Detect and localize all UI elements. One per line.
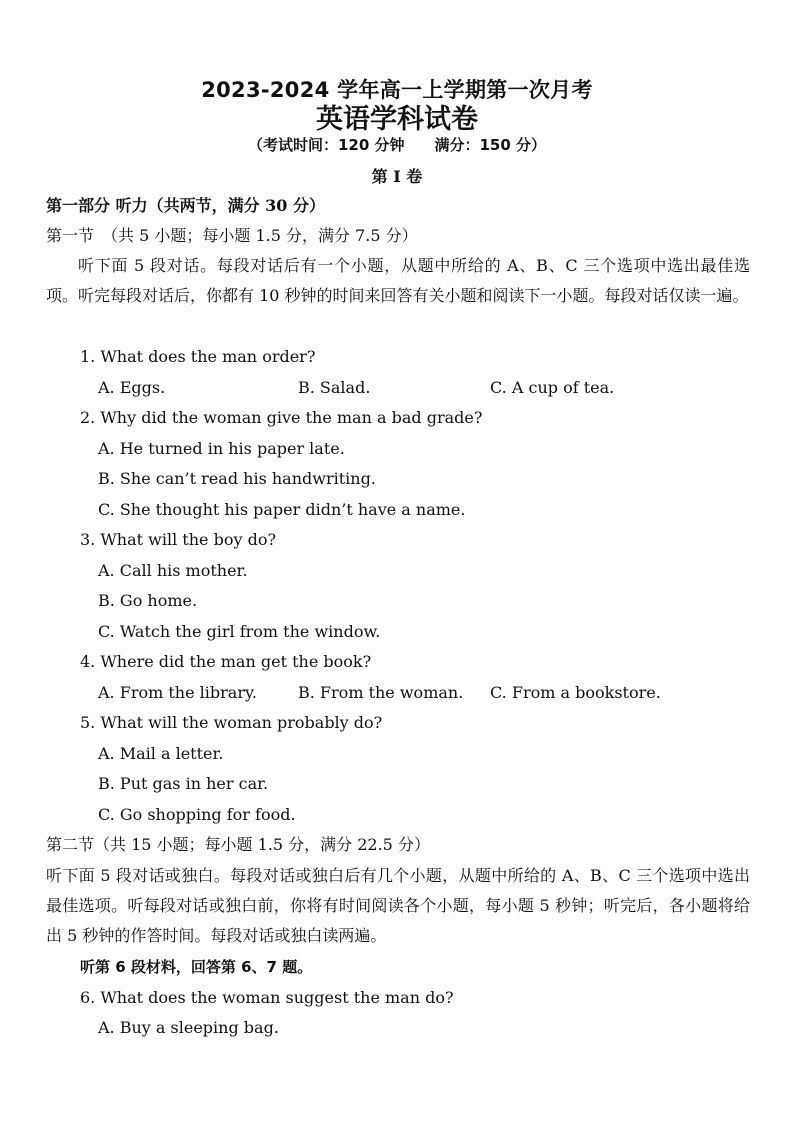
question-3: 3. What will the boy do? bbox=[80, 530, 277, 549]
q3-option-b: B. Go home. bbox=[98, 591, 198, 610]
exam-title: 2023-2024 学年高一上学期第一次月考 bbox=[201, 78, 593, 102]
q1-option-c: C. A cup of tea. bbox=[490, 378, 615, 397]
q4-option-c: C. From a bookstore. bbox=[490, 683, 661, 702]
question-4: 4. Where did the man get the book? bbox=[80, 652, 372, 671]
material-6-heading: 听第 6 段材料，回答第 6、7 题。 bbox=[80, 958, 313, 976]
subject-title: 英语学科试卷 bbox=[316, 104, 478, 135]
q4-option-b: B. From the woman. bbox=[298, 683, 464, 702]
section2-instructions: 听下面 5 段对话或独白。每段对话或独白后有几个小题，从题中所给的 A、B、C 三个选项中选出最佳选项。听每段对话或独白前，你将有时间阅读各个小题，每小题 5 秒钟；听完后，各小题将给出 5 秒钟的作答时间。每段对话或独白读两遍。 bbox=[46, 866, 750, 945]
question-2: 2. Why did the woman give the man a bad grade? bbox=[80, 408, 483, 427]
part1-heading: 第一部分 听力（共两节，满分 30 分） bbox=[46, 196, 325, 215]
q5-option-b: B. Put gas in her car. bbox=[98, 774, 269, 793]
q5-option-a: A. Mail a letter. bbox=[98, 744, 224, 763]
section1-instructions: 听下面 5 段对话。每段对话后有一个小题，从题中所给的 A、B、C 三个选项中选出最佳选项。听完每段对话后，你都有 10 秒钟的时间来回答有关小题和阅读下一小题。每段对话仅读一遍。 bbox=[46, 256, 750, 305]
question-1: 1. What does the man order? bbox=[80, 347, 316, 366]
exam-info: （考试时间：120 分钟 满分：150 分） bbox=[247, 136, 547, 154]
section2-heading: 第二节（共 15 小题；每小题 1.5 分，满分 22.5 分） bbox=[46, 835, 430, 854]
volume-label: 第 I 卷 bbox=[371, 167, 423, 186]
q2-option-b: B. She can’t read his handwriting. bbox=[98, 469, 376, 488]
q1-option-a: A. Eggs. bbox=[98, 378, 166, 397]
section1-heading: 第一节 （共 5 小题；每小题 1.5 分，满分 7.5 分） bbox=[46, 226, 418, 245]
q4-option-a: A. From the library. bbox=[98, 683, 257, 702]
question-6: 6. What does the woman suggest the man do? bbox=[80, 988, 454, 1007]
q5-option-c: C. Go shopping for food. bbox=[98, 805, 296, 824]
q2-option-a: A. He turned in his paper late. bbox=[98, 439, 345, 458]
question-5: 5. What will the woman probably do? bbox=[80, 713, 383, 732]
q1-option-b: B. Salad. bbox=[298, 378, 371, 397]
q3-option-c: C. Watch the girl from the window. bbox=[98, 622, 381, 641]
q3-option-a: A. Call his mother. bbox=[98, 561, 248, 580]
q6-option-a: A. Buy a sleeping bag. bbox=[98, 1018, 279, 1037]
q2-option-c: C. She thought his paper didn’t have a name. bbox=[98, 500, 466, 519]
